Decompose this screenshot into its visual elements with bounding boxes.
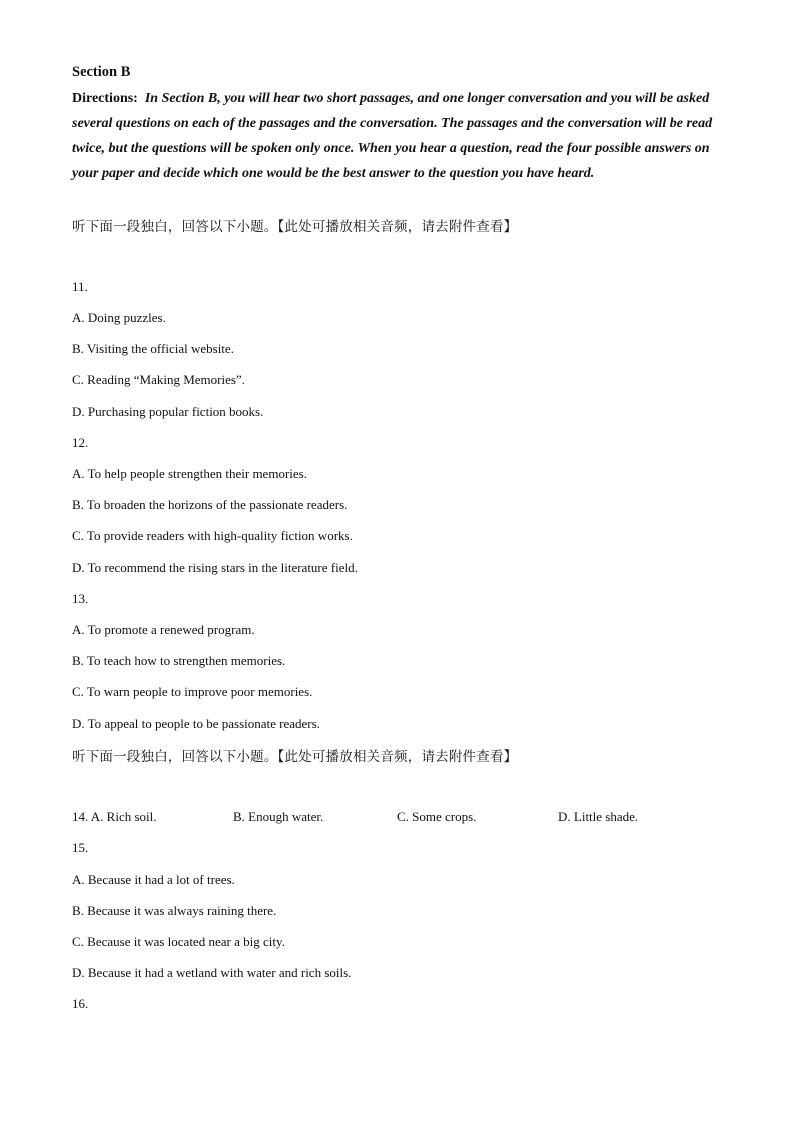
question-15-number: 15. — [72, 840, 89, 855]
question-14-option-a: 14. A. Rich soil. — [72, 809, 157, 824]
question-15-option-b: B. Because it was always raining there. — [72, 903, 277, 918]
question-16-number: 16. — [72, 996, 89, 1011]
question-12-option-a: A. To help people strengthen their memories. — [72, 466, 307, 481]
question-11-option-a: A. Doing puzzles. — [72, 310, 166, 325]
audio-instruction-1: 听下面一段独白，回答以下小题。【此处可播放相关音频，请去附件查看】 — [72, 219, 518, 235]
question-11-option-d: D. Purchasing popular fiction books. — [72, 404, 264, 419]
question-14-option-b: B. Enough water. — [233, 809, 324, 824]
question-15-option-d: D. Because it had a wetland with water and rich soils. — [72, 965, 352, 980]
section-title: Section B — [72, 64, 131, 80]
question-13-number: 13. — [72, 591, 89, 606]
directions-paragraph — [72, 86, 722, 186]
question-11-option-b: B. Visiting the official website. — [72, 341, 234, 356]
question-14-option-c: C. Some crops. — [397, 809, 477, 824]
question-15-option-c: C. Because it was located near a big city. — [72, 934, 285, 949]
question-13-option-b: B. To teach how to strengthen memories. — [72, 653, 286, 668]
question-13-option-d: D. To appeal to people to be passionate readers. — [72, 716, 320, 731]
directions-lead: Directions: — [72, 91, 138, 106]
question-13-option-c: C. To warn people to improve poor memories. — [72, 684, 313, 699]
directions-body: In Section B, you will hear two short passages, and one longer conversation and you will be asked several questions on each of the passages and the conversation. The passages and the conversation will be read twice, but the questions will be spoken only once. When you hear a question, read the four possible answers on your paper and decide which one would be the best answer to the question you have heard. — [72, 91, 713, 181]
question-11-number: 11. — [72, 279, 88, 294]
question-12-option-c: C. To provide readers with high-quality fiction works. — [72, 528, 353, 543]
question-12-option-d: D. To recommend the rising stars in the literature field. — [72, 560, 358, 575]
question-13-option-a: A. To promote a renewed program. — [72, 622, 255, 637]
question-12-number: 12. — [72, 435, 89, 450]
question-12-option-b: B. To broaden the horizons of the passionate readers. — [72, 497, 348, 512]
question-14-option-d: D. Little shade. — [558, 809, 639, 824]
audio-instruction-2: 听下面一段独白，回答以下小题。【此处可播放相关音频，请去附件查看】 — [72, 749, 518, 765]
question-11-option-c: C. Reading “Making Memories”. — [72, 372, 245, 387]
question-15-option-a: A. Because it had a lot of trees. — [72, 872, 235, 887]
